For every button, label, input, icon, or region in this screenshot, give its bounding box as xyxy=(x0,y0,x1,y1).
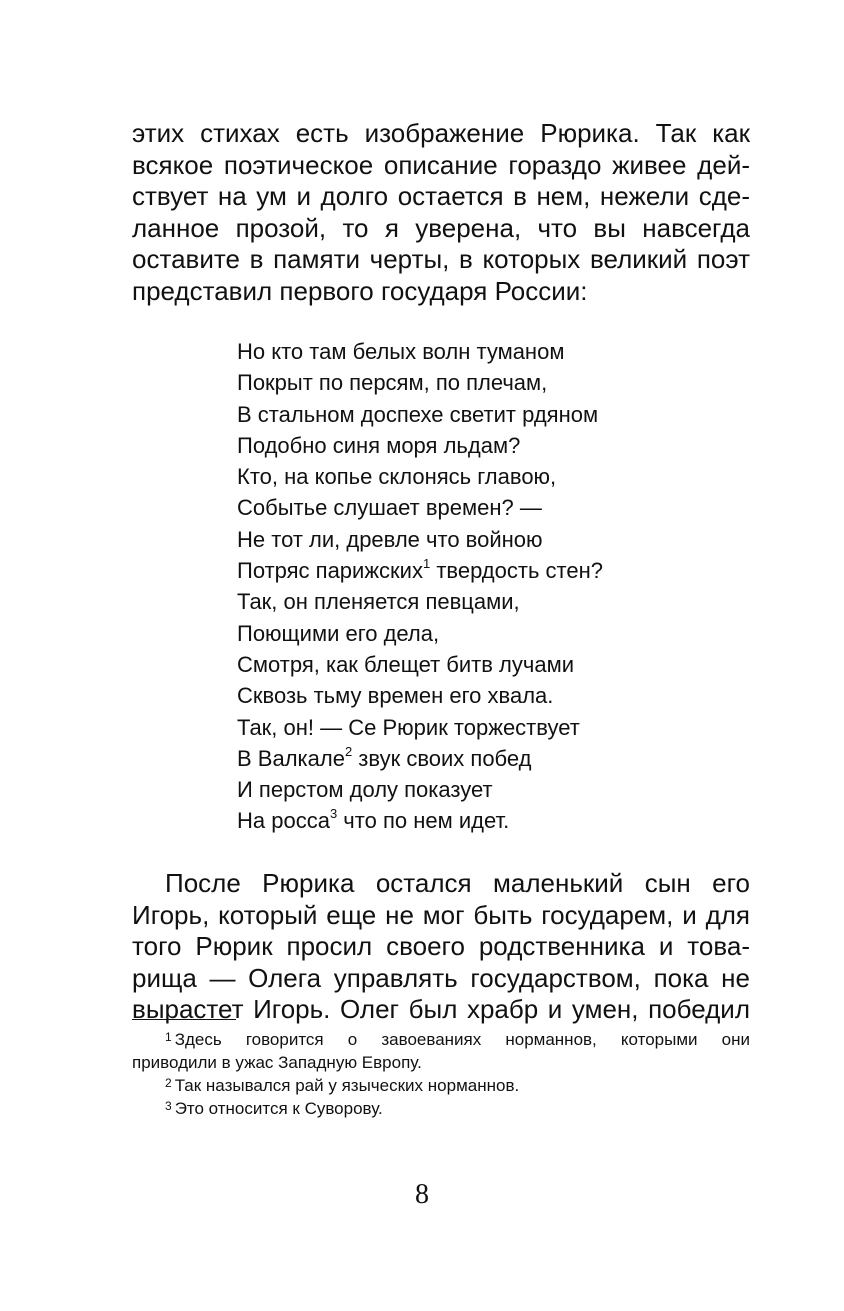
text-line: того Рюрик просил своего родственника и това- xyxy=(132,931,750,961)
poem-line-text: звук своих побед xyxy=(352,745,532,771)
poem-line: Кто, на копье склонясь главою, xyxy=(237,464,557,490)
footnote-marker: 1 xyxy=(165,1030,172,1044)
text-line: оставите в памяти черты, в которых великий поэт xyxy=(132,244,750,274)
text-line: рища — Олега управлять государством, пока не xyxy=(132,962,750,993)
footnote-line: приводили в ужас Западную Европу. xyxy=(132,1053,422,1072)
footnote-line xyxy=(132,1074,750,1097)
poem-line xyxy=(237,743,603,774)
poem-line-text: что по нем идет. xyxy=(337,808,510,834)
footnote-text: Так назывался рай у языческих норманнов. xyxy=(174,1076,520,1095)
text-line: этих стихах есть изображение Рюрика. Так как xyxy=(132,118,750,148)
footnote-reference: 2 xyxy=(344,743,353,759)
page-number: 8 xyxy=(415,1179,429,1210)
poem-line-text: Потряс парижских xyxy=(237,558,423,584)
footnote-line xyxy=(132,1028,750,1051)
footnote-line xyxy=(132,1097,750,1120)
poem-line-text: В Валкале xyxy=(237,745,345,771)
poem-line: Подобно синя моря льдам? xyxy=(237,432,521,458)
poem-line: Но кто там белых волн туманом xyxy=(237,339,565,364)
continuation-paragraph xyxy=(132,868,750,1026)
footnote-reference: 3 xyxy=(329,806,338,822)
poem-line xyxy=(237,555,603,586)
footnotes xyxy=(132,1028,750,1120)
poem-line: В стальном доспехе светит рдяном xyxy=(237,401,599,427)
poem-line: Сквозь тьму времен его хвала. xyxy=(237,683,554,709)
poem-line: И перстом долу показует xyxy=(237,777,493,803)
poem-line: Смотря, как блещет битв лучами xyxy=(237,651,574,677)
poem-line: Не тот ли, древле что войною xyxy=(237,526,543,552)
footnote-reference: 1 xyxy=(422,555,431,571)
text-line: Игорь, который еще не мог быть государем, и для xyxy=(132,899,750,930)
poem-line-text: твердость стен? xyxy=(430,558,603,584)
poem-line: Так, он пленяется певцами, xyxy=(237,589,520,615)
poem-line xyxy=(237,805,603,836)
poem-line: Покрыт по персям, по плечам, xyxy=(237,370,548,396)
footnote-marker: 3 xyxy=(165,1099,172,1113)
poem-line: Так, он! — Се Рюрик торжествует xyxy=(237,714,580,740)
footnote xyxy=(132,1097,750,1120)
footnote-divider xyxy=(132,1019,236,1020)
text-line: ствует на ум и долго остается в нем, нежели сде- xyxy=(132,181,750,211)
text-line: представил первого государя России: xyxy=(132,275,588,306)
intro-paragraph xyxy=(132,118,750,307)
footnote-marker: 2 xyxy=(165,1076,172,1090)
poem-line-text: На росса xyxy=(237,808,330,834)
footnote xyxy=(132,1074,750,1097)
poem-line: Поющими его дела, xyxy=(237,620,440,646)
text-line: ланное прозой, то я уверена, что вы навсегда xyxy=(132,212,750,243)
poem-stanza xyxy=(237,336,603,837)
text-line: всякое поэтическое описание гораздо живее дей- xyxy=(132,149,750,180)
text-line: После Рюрика остался маленький сын его xyxy=(165,868,750,898)
poem-line: Событье слушает времен? — xyxy=(237,495,542,521)
footnote-text: Здесь говорится о завоеваниях норманнов, которыми они xyxy=(174,1030,750,1049)
footnote-text: Это относится к Суворову. xyxy=(174,1099,383,1118)
text-line: вырастет Игорь. Олег был храбр и умен, победил xyxy=(132,994,750,1024)
footnote xyxy=(132,1028,750,1074)
